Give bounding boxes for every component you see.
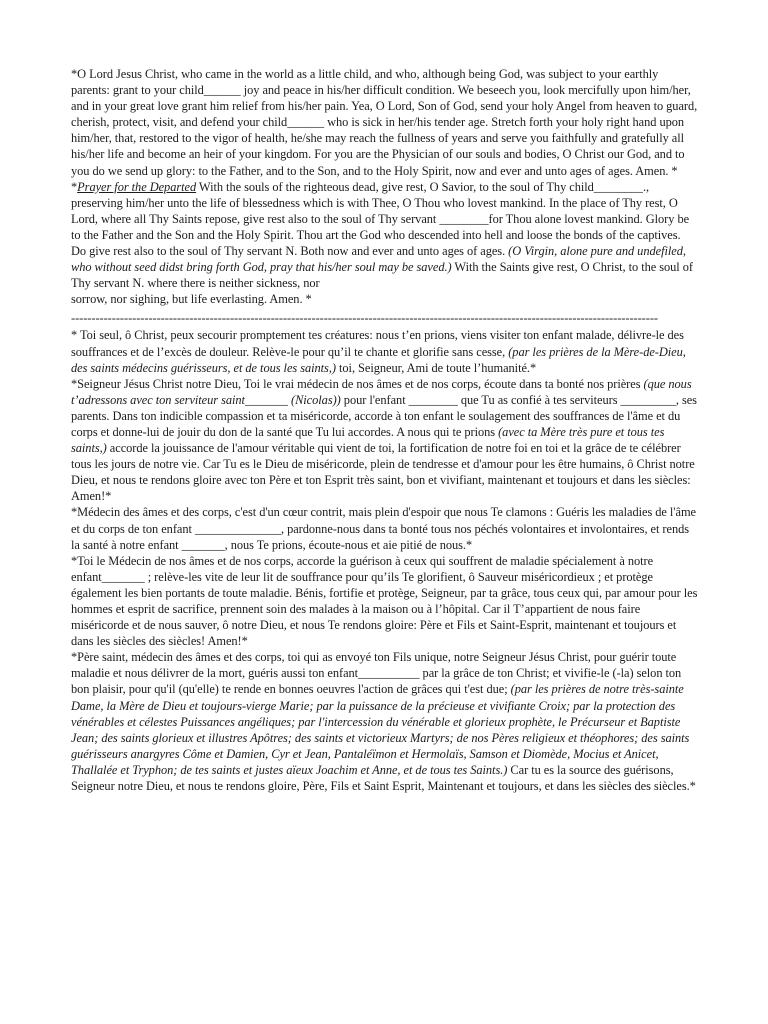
french-prayer-2-end: accorde la jouissance de l'amour véritable qui vient de toi, la fortification de notre foi en toi et la grâce de te célébrer tous les jours de notre vie. Car Tu es le Dieu de miséricorde, plein de tendresse et d'amour pour les être humains, ô Christ notre Dieu, et nous te rendons gloire avec ton Père et ton Esprit très saint, bon et vivifiant, maintenant et toujours et dans les siècles: Amen!* — [71, 441, 695, 504]
french-prayer-5-text: *Père saint, médecin des âmes et des corps, toi qui as envoyé ton Fils unique, notre Seigneur Jésus Christ, pour guérir toute maladie et nous délivrer de la mort, guéris aussi ton enfant__________ par la grâce de ton Christ; et vivifie-le (-la) selon ton bon plaisir, pour qu'il (qu'elle) te rende en bonnes oeuvres l'action de grâces qui t'est due; — [71, 650, 682, 697]
french-prayer-1-end: toi, Seigneur, Ami de toute l’humanité.* — [335, 360, 537, 375]
prayer-departed-italic: (O Virgin, alone pure and undefiled, who without seed didst bring forth God, pray that his/her soul may be saved.) — [71, 244, 686, 275]
french-prayer-3: *Médecin des âmes et des corps, c'est d'un cœur contrit, mais plein d'espoir que nous Te clamons : Guéris les maladies de l'âme et du corps de ton enfant ______________, pardonne-nous dans ta bonté tous nos péchés volontaires et involontaires, et rends la santé à notre enfant _______, nous Te prions, écoute-nous et aie pitié de nous.* — [71, 505, 696, 552]
french-prayer-1-text: * Toi seul, ô Christ, peux secourir promptement tes créatures: nous t’en prions, viens visiter ton enfant malade, délivre-le des souffrances et de l’excès de douleur. Relève-le pour qu’il te chante et glorifie sans cesse, — [71, 328, 684, 359]
prayer-departed-title: Prayer for the Departed — [77, 179, 197, 194]
french-prayer-4: *Toi le Médecin de nos âmes et de nos corps, accorde la guérison à ceux qui souffrent de maladie spécialement à notre enfant_______ ; relève-les vite de leur lit de souffrance pour qu’ils Te glorifient, ô Sauveur miséricordieux ; et protège également les bien portants de toute maladie. Bénis, fortifie et protège, Seigneur, par ta grâce, tous ceux qui, par amour pour les hommes et esprit de sacrifice, prennent soin des malades à la maison ou à l’hôpital. Car il T’appartient de nous faire miséricorde et de nous sauver, ô notre Dieu, et nous Te rendons gloire: Père et Fils et Saint-Esprit, maintenant et toujours et dans les siècles des siècles! Amen!* — [71, 553, 698, 649]
french-prayer-5-italic: (par les prières de notre très-sainte Dame, la Mère de Dieu et toujours-vierge Marie; par la puissance de la précieuse et vivifiante Croix; par la protection des vénérables et célestes Puissances angéliques; par l'intercession du vénérable et glorieux prophète, le Précurseur et Baptiste Jean; des saints glorieux et illustres Apôtres; des saints et victorieux Martyrs; de nos Pères religieux et théophores; des saints guérisseurs anargyres Côme et Damien, Cyr et Jean, Pantaléïmon et Hermolaïs, Samson et Diomède, Mocius et Anicet, Thallalée et Tryphon; de tes saints et justes aïeux Joachim et Anne, et de tous tes Saints.) — [71, 682, 690, 777]
section-separator: ------------------------------------------------------------------------------------------------------------------------------------------------ — [71, 311, 658, 326]
french-prayer-1 — [71, 327, 698, 375]
prayer-departed-end: With the Saints give rest, O Christ, to the soul of Thy servant N. where there is neither sickness, nor — [71, 260, 693, 291]
french-prayer-2-italic-1: (que nous t’adressons avec ton serviteur saint_______ (Nicolas)) — [71, 376, 692, 407]
document-page — [71, 66, 698, 794]
french-prayer-1-italic: (par les prières de la Mère-de-Dieu, des saints médecins guérisseurs, et de tous les saints,) — [71, 344, 686, 375]
french-prayer-5-end: Car tu es la source des guérisons, Seigneur notre Dieu, et nous te rendons gloire, Père, Fils et Saint Esprit, Maintenant et toujours, et dans les siècles des siècles.* — [71, 762, 696, 794]
prayer-departed-text: With the souls of the righteous dead, give rest, O Savior, to the soul of Thy child________., preserving him/her unto the life of blessedness which is with Thee, O Thou who lovest mankind. In the place of Thy rest, O Lord, where all Thy Saints repose, give rest also to the soul of Thy servant ________for Thou alone lovest mankind. Glory be to the Father and the Son and the Holy Spirit. Thou art the God who descended into hell and loose the bonds of the captives. Do give rest also to the soul of Thy servant N. Both now and ever and unto ages of ages. — [71, 179, 690, 259]
english-prayer-ending: sorrow, nor sighing, but life everlasting. Amen. * — [71, 292, 312, 307]
french-prayer-2-italic-2: (avec ta Mère très pure et tous tes saints,) — [71, 424, 665, 456]
french-prayer-5 — [71, 649, 698, 794]
french-prayer-2-middle: pour l'enfant ________ que Tu as confié à tes serviteurs _________, ses parents. Dans ton indicible compassion et ta miséricorde, accorde à ton enfant le soulagement des souffrances de l'âme et du corps et donne-lui de jouir du don de la santé que Tu lui accordes. A nous qui te prions — [71, 392, 697, 439]
prayer-star: * — [71, 179, 78, 194]
english-prayer-sick-child: *O Lord Jesus Christ, who came in the world as a little child, and who, although being God, was subject to your earthly parents: grant to your child______ joy and peace in his/her difficult condition. We beseech you, look mercifully upon him/her, and in your great love grant him relief from his/her pain. Yea, O Lord, Son of God, send your holy Angel from heaven to guard, cherish, protect, visit, and defend your child______ who is sick in her/his tender age. Stretch forth your holy right hand upon him/her, that, restored to the vigor of health, he/she may reach the fullness of years and serve you faithfully and gratefully all his/her life and become an heir of your kingdom. For you are the Physician of our souls and bodies, O Christ our God, and to you do we send up glory: to the Father, and to the Son, and to the Holy Spirit, now and ever and unto ages of ages. Amen. * — [71, 67, 698, 178]
french-prayer-2 — [71, 376, 698, 505]
english-prayer-departed — [71, 179, 698, 292]
french-section — [71, 327, 698, 794]
french-prayer-2-text: *Seigneur Jésus Christ notre Dieu, Toi le vrai médecin de nos âmes et de nos corps, écoute dans ta bonté nos prières — [71, 376, 644, 391]
